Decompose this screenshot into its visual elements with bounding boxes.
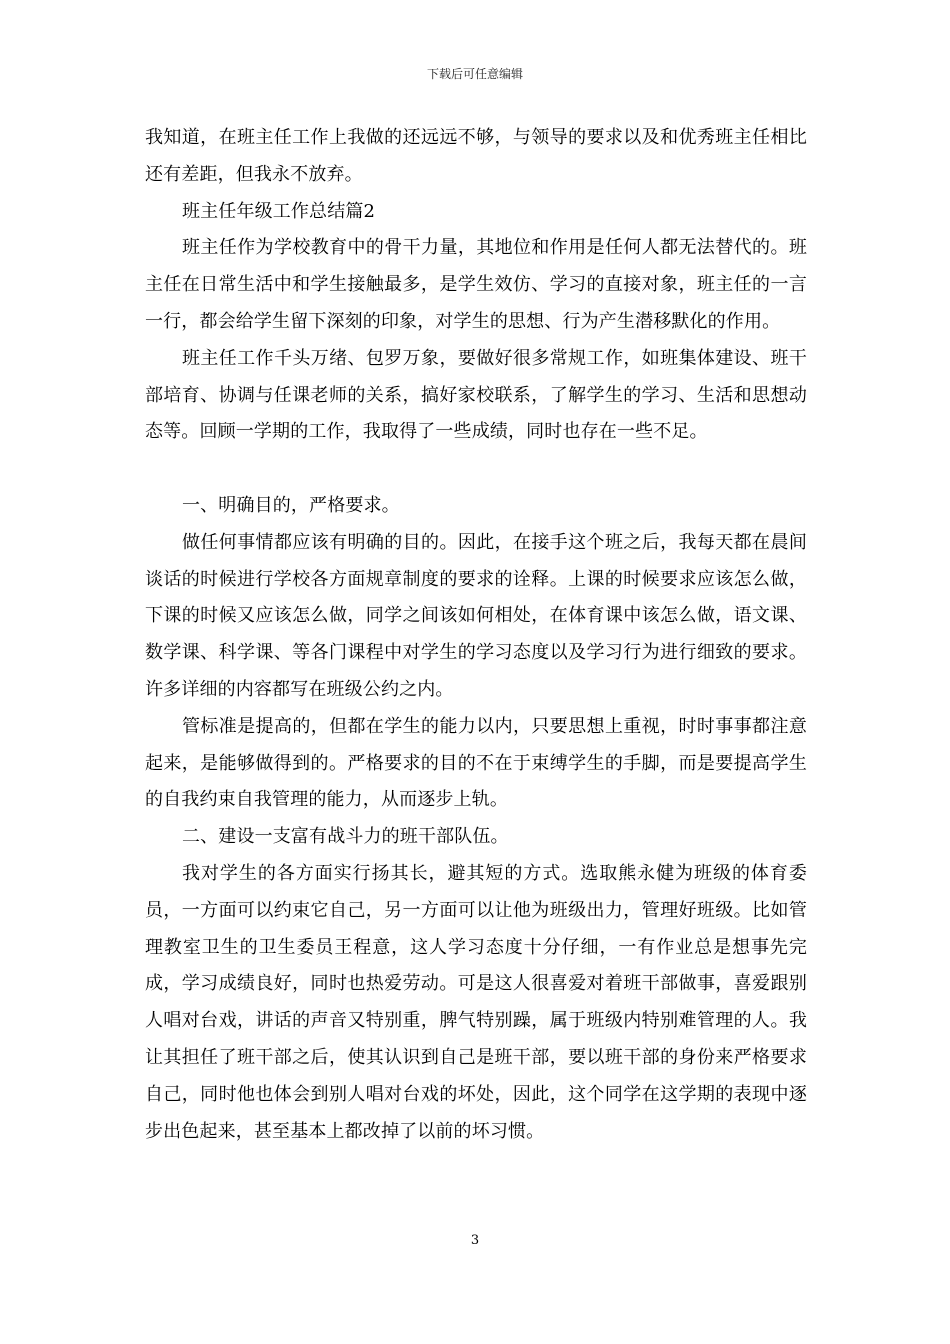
paragraph: 做任何事情都应该有明确的目的。因此，在接手这个班之后，我每天都在晨间谈话的时候进行学校各方面规章制度的要求的诠释。上课的时候要求应该怎么做，下课的时候又应该怎么做，同学之间该如何相处，在体育课中该怎么做，语文课、数学课、科学课、等各门课程中对学生的学习态度以及学习行为进行细致的要求。许多详细的内容都写在班级公约之内。 <box>145 531 807 700</box>
page-number: 3 <box>470 1233 480 1248</box>
paragraph: 班主任作为学校教育中的骨干力量，其地位和作用是任何人都无法替代的。班主任在日常生活中和学生接触最多，是学生效仿、学习的直接对象，班主任的一言一行，都会给学生留下深刻的印象，对学生的思想、行为产生潜移默化的作用。 <box>145 237 807 332</box>
document-body <box>145 120 807 1150</box>
section-heading: 一、明确目的，严格要求。 <box>182 494 400 516</box>
paragraph: 管标准是提高的，但都在学生的能力以内，只要思想上重视，时时事事都注意起来，是能够做得到的。严格要求的目的不在于束缚学生的手脚，而是要提高学生的自我约束自我管理的能力，从而逐步上轨。 <box>145 715 807 811</box>
paragraph: 我对学生的各方面实行扬其长，避其短的方式。选取熊永健为班级的体育委员，一方面可以约束它自己，另一方面可以让他为班级出力，管理好班级。比如管理教室卫生的卫生委员王程意，这人学习态度十分仔细，一有作业总是想事先完成，学习成绩良好，同时也热爱劳动。可是这人很喜爱对着班干部做事，喜爱跟别人唱对台戏，讲话的声音又特别重，脾气特别躁，属于班级内特别难管理的人。我让其担任了班干部之后，使其认识到自己是班干部，要以班干部的身份来严格要求自己，同时他也体会到别人唱对台戏的坏处，因此，这个同学在这学期的表现中逐步出色起来，甚至基本上都改掉了以前的坏习惯。 <box>145 862 807 1142</box>
paragraph: 班主任工作千头万绪、包罗万象，要做好很多常规工作，如班集体建设、班干部培育、协调与任课老师的关系，搞好家校联系，了解学生的学习、生活和思想动态等。回顾一学期的工作，我取得了一些成绩，同时也存在一些不足。 <box>145 347 807 443</box>
section-heading: 二、建设一支富有战斗力的班干部队伍。 <box>182 826 509 848</box>
page-header: 下载后可任意编辑 <box>426 67 523 81</box>
blank-line <box>145 451 807 488</box>
paragraph-continuation: 我知道，在班主任工作上我做的还远远不够，与领导的要求以及和优秀班主任相比还有差距，但我永不放弃。 <box>145 127 807 185</box>
section-title: 班主任年级工作总结篇2 <box>182 200 376 222</box>
